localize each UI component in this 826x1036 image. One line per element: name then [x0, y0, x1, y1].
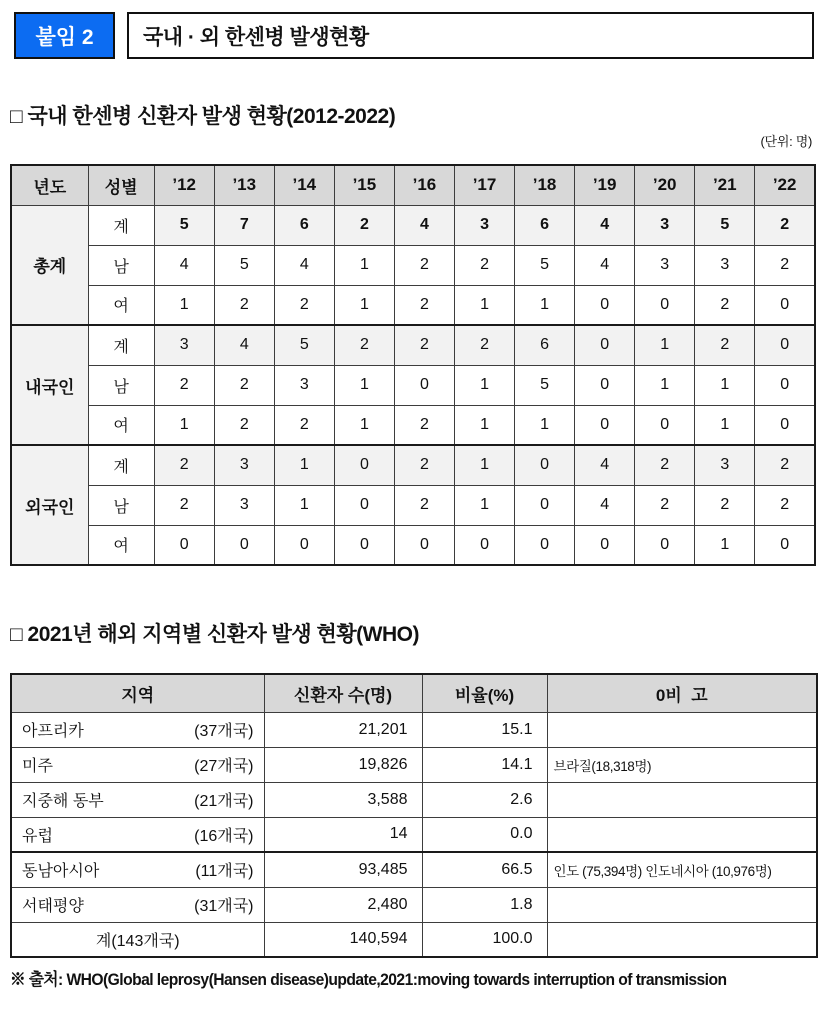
region-cell [11, 852, 264, 887]
region-name: 지중해 동부 [22, 793, 104, 810]
column-header: ’22 [755, 165, 815, 205]
table-header-row [11, 165, 815, 205]
table-cell: 2 [635, 485, 695, 525]
table-cell: 2 [394, 485, 454, 525]
table-cell: 2 [695, 285, 755, 325]
table-row [11, 405, 815, 445]
region-inner [12, 718, 264, 741]
region-inner [12, 788, 264, 811]
table-cell: 0 [214, 525, 274, 565]
table-cell: 0 [575, 325, 635, 365]
table-cell: 2 [454, 245, 514, 285]
table-cell: 3 [214, 445, 274, 485]
sex-label-cell: 계 [88, 205, 154, 245]
document-page [0, 12, 826, 1036]
table-cell: 2 [394, 445, 454, 485]
table-cell: 1 [454, 445, 514, 485]
table-cell: 0 [635, 285, 695, 325]
table-cell: 0 [575, 285, 635, 325]
table-cell: 1 [334, 245, 394, 285]
column-header: ’18 [515, 165, 575, 205]
remark-cell [547, 782, 817, 817]
column-header: ’13 [214, 165, 274, 205]
sex-label-cell: 남 [88, 485, 154, 525]
region-country-count: (37개국) [194, 723, 254, 740]
table-cell: 1 [635, 365, 695, 405]
table-cell: 4 [274, 245, 334, 285]
sex-label-cell: 남 [88, 365, 154, 405]
ratio-cell: 14.1 [422, 747, 547, 782]
table-cell: 3 [214, 485, 274, 525]
remark-cell [547, 817, 817, 852]
table-cell: 0 [154, 525, 214, 565]
table-cell: 1 [695, 525, 755, 565]
region-name: 동남아시아 [22, 863, 100, 881]
table-cell: 2 [394, 405, 454, 445]
table-cell: 2 [334, 325, 394, 365]
case-count-cell: 3,588 [264, 782, 422, 817]
table-cell: 4 [575, 485, 635, 525]
unit-label: (단위: 명) [760, 134, 812, 149]
table-row [11, 445, 815, 485]
table-row [11, 525, 815, 565]
table-cell: 1 [454, 365, 514, 405]
sex-label-cell: 여 [88, 405, 154, 445]
table-cell: 2 [755, 205, 815, 245]
table-cell: 2 [755, 245, 815, 285]
case-count-cell: 140,594 [264, 922, 422, 957]
table-cell: 0 [635, 405, 695, 445]
case-count-cell: 2,480 [264, 887, 422, 922]
table-row [11, 325, 815, 365]
table-cell: 1 [334, 365, 394, 405]
table-cell: 0 [334, 445, 394, 485]
region-cell [11, 887, 264, 922]
column-header: ’17 [454, 165, 514, 205]
table-cell: 1 [635, 325, 695, 365]
table-cell: 2 [334, 205, 394, 245]
table-cell: 0 [635, 525, 695, 565]
region-cell [11, 817, 264, 852]
column-header: ’16 [394, 165, 454, 205]
region-country-count: (31개국) [194, 898, 254, 915]
table-cell: 2 [274, 285, 334, 325]
table-cell: 3 [695, 445, 755, 485]
column-header: ’12 [154, 165, 214, 205]
sex-label-cell: 여 [88, 525, 154, 565]
table-cell: 5 [515, 245, 575, 285]
table-row [11, 782, 817, 817]
table-cell: 1 [515, 405, 575, 445]
table-cell: 2 [755, 485, 815, 525]
region-total-label: 계(143개국) [95, 932, 180, 950]
table-cell: 0 [755, 325, 815, 365]
table-cell: 5 [214, 245, 274, 285]
table-cell: 2 [154, 365, 214, 405]
section1-heading: □ 국내 한센병 신환자 발생 현황(2012-2022) [10, 105, 396, 128]
table-cell: 6 [274, 205, 334, 245]
region-cell [11, 922, 264, 957]
region-name: 서태평양 [22, 898, 84, 915]
table-cell: 7 [214, 205, 274, 245]
column-header: ’15 [334, 165, 394, 205]
column-header: ’19 [575, 165, 635, 205]
region-country-count: (11개국) [195, 863, 254, 881]
case-count-cell: 14 [264, 817, 422, 852]
table-cell: 1 [334, 285, 394, 325]
region-country-count: (21개국) [194, 793, 254, 810]
region-cell [11, 782, 264, 817]
remark-cell: 브라질(18,318명) [547, 747, 817, 782]
table-cell: 2 [274, 405, 334, 445]
region-inner [12, 823, 264, 846]
table-cell: 4 [575, 245, 635, 285]
ratio-cell: 15.1 [422, 712, 547, 747]
group-label: 내국인 [11, 325, 88, 445]
region-inner [12, 858, 264, 881]
remark-cell [547, 922, 817, 957]
table-cell: 5 [154, 205, 214, 245]
table-cell: 4 [214, 325, 274, 365]
table-cell: 5 [695, 205, 755, 245]
table-cell: 1 [274, 445, 334, 485]
column-header: ’14 [274, 165, 334, 205]
table-cell: 2 [214, 285, 274, 325]
region-cell [11, 747, 264, 782]
table-row [11, 817, 817, 852]
table-cell: 3 [695, 245, 755, 285]
table-row [11, 285, 815, 325]
table-cell: 2 [394, 285, 454, 325]
table-row [11, 365, 815, 405]
table-cell: 2 [154, 445, 214, 485]
ratio-cell: 1.8 [422, 887, 547, 922]
table-cell: 2 [154, 485, 214, 525]
table-cell: 0 [515, 485, 575, 525]
table-cell: 3 [454, 205, 514, 245]
table-cell: 1 [695, 365, 755, 405]
source-footnote: ※ 출처: WHO(Global leprosy(Hansen disease)update,2021:moving towards interruption of transmission [10, 970, 727, 989]
table-cell: 5 [274, 325, 334, 365]
table-cell: 4 [154, 245, 214, 285]
table-cell: 0 [575, 525, 635, 565]
table-cell: 1 [454, 485, 514, 525]
attachment-badge: 붙임 2 [14, 12, 115, 59]
table-row [11, 747, 817, 782]
table-cell: 3 [635, 205, 695, 245]
table-cell: 3 [274, 365, 334, 405]
table-cell: 0 [515, 525, 575, 565]
table-cell: 4 [575, 445, 635, 485]
table-cell: 0 [755, 405, 815, 445]
case-count-cell: 93,485 [264, 852, 422, 887]
table-header-row [11, 674, 817, 712]
table-row [11, 887, 817, 922]
table-cell: 3 [635, 245, 695, 285]
table-cell: 2 [635, 445, 695, 485]
table-cell: 2 [454, 325, 514, 365]
table-row [11, 922, 817, 957]
table-cell: 0 [394, 525, 454, 565]
who-regions-table [10, 673, 818, 958]
table-cell: 0 [515, 445, 575, 485]
region-name: 미주 [22, 758, 53, 775]
column-header: 0비 고 [547, 674, 817, 712]
table-cell: 4 [575, 205, 635, 245]
region-inner [12, 753, 264, 776]
table-cell: 0 [334, 525, 394, 565]
ratio-cell: 100.0 [422, 922, 547, 957]
case-count-cell: 19,826 [264, 747, 422, 782]
remark-cell [547, 887, 817, 922]
region-cell [11, 712, 264, 747]
column-header: 비율(%) [422, 674, 547, 712]
table-cell: 4 [394, 205, 454, 245]
sex-label-cell: 남 [88, 245, 154, 285]
table-cell: 2 [394, 245, 454, 285]
table-cell: 6 [515, 325, 575, 365]
table-row [11, 485, 815, 525]
table-cell: 0 [334, 485, 394, 525]
table-cell: 1 [454, 405, 514, 445]
table-cell: 0 [454, 525, 514, 565]
group-label: 외국인 [11, 445, 88, 565]
table-cell: 2 [695, 485, 755, 525]
table-row [11, 712, 817, 747]
sex-label-cell: 계 [88, 325, 154, 365]
table-cell: 1 [515, 285, 575, 325]
table-cell: 2 [394, 325, 454, 365]
ratio-cell: 2.6 [422, 782, 547, 817]
remark-cell [547, 712, 817, 747]
column-header: ’20 [635, 165, 695, 205]
table-cell: 0 [755, 525, 815, 565]
column-header: 지역 [11, 674, 264, 712]
table-cell: 5 [515, 365, 575, 405]
table-cell: 6 [515, 205, 575, 245]
column-header: ’21 [695, 165, 755, 205]
document-title: 국내 · 외 한센병 발생현황 [127, 12, 814, 59]
table-cell: 1 [154, 405, 214, 445]
table-cell: 0 [575, 365, 635, 405]
group-label: 총계 [11, 205, 88, 325]
table-cell: 0 [394, 365, 454, 405]
table-cell: 0 [755, 365, 815, 405]
case-count-cell: 21,201 [264, 712, 422, 747]
header-band [14, 12, 814, 59]
sex-label-cell: 여 [88, 285, 154, 325]
column-header: 년도 [11, 165, 88, 205]
table-cell: 1 [334, 405, 394, 445]
region-name: 유럽 [22, 827, 53, 845]
table-cell: 0 [274, 525, 334, 565]
region-inner [12, 893, 264, 916]
region-country-count: (16개국) [194, 827, 254, 845]
table-cell: 2 [214, 405, 274, 445]
column-header: 성별 [88, 165, 154, 205]
table-cell: 1 [154, 285, 214, 325]
table-cell: 1 [274, 485, 334, 525]
table-cell: 2 [214, 365, 274, 405]
domestic-cases-table [10, 164, 816, 566]
remark-cell: 인도 (75,394명) 인도네시아 (10,976명) [547, 852, 817, 887]
table-cell: 0 [755, 285, 815, 325]
region-country-count: (27개국) [194, 758, 254, 775]
table-cell: 0 [575, 405, 635, 445]
ratio-cell: 0.0 [422, 817, 547, 852]
table-cell: 3 [154, 325, 214, 365]
sex-label-cell: 계 [88, 445, 154, 485]
table-row [11, 245, 815, 285]
ratio-cell: 66.5 [422, 852, 547, 887]
table-row [11, 852, 817, 887]
table-cell: 1 [695, 405, 755, 445]
table-row [11, 205, 815, 245]
region-name: 아프리카 [22, 723, 84, 740]
table-cell: 1 [454, 285, 514, 325]
table-cell: 2 [695, 325, 755, 365]
section2-heading: □ 2021년 해외 지역별 신환자 발생 현황(WHO) [10, 623, 419, 646]
column-header: 신환자 수(명) [264, 674, 422, 712]
table-cell: 2 [755, 445, 815, 485]
